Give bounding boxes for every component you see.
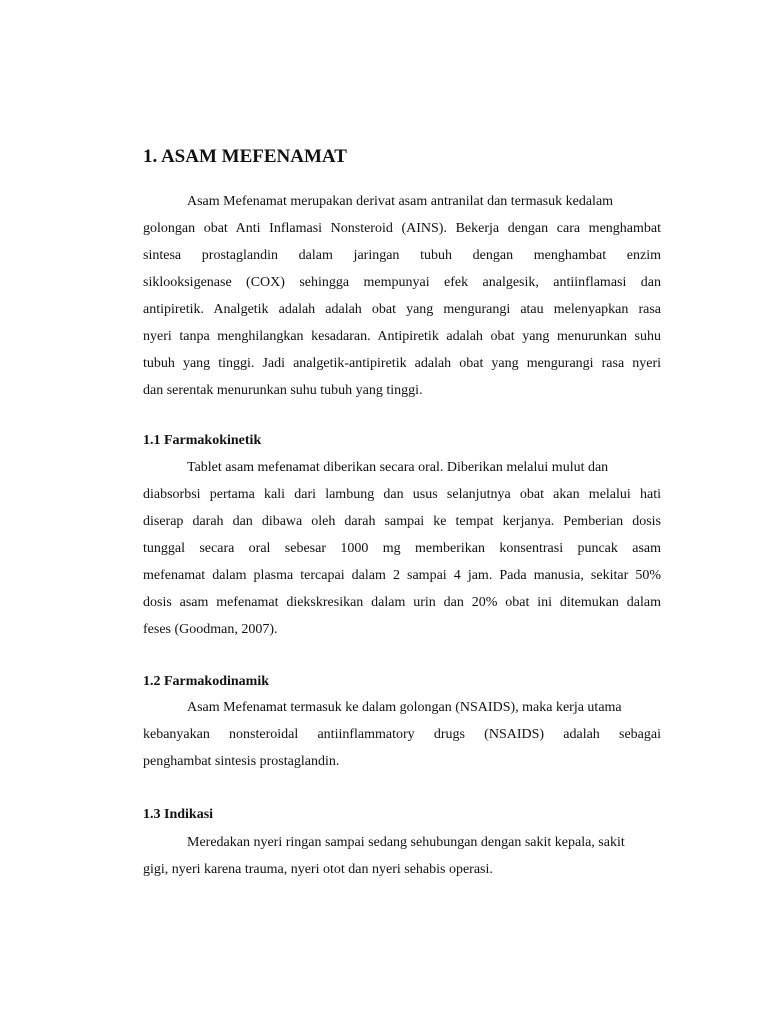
- farmakokinetik-paragraph: [143, 454, 661, 643]
- paragraph-line: Asam Mefenamat termasuk ke dalam golongan (NSAIDS), maka kerja utama: [187, 700, 622, 715]
- paragraph-line: diabsorbsi pertama kali dari lambung dan usus selanjutnya obat akan melalui hati: [143, 487, 661, 502]
- paragraph-line: Tablet asam mefenamat diberikan secara oral. Diberikan melalui mulut dan: [187, 460, 609, 475]
- paragraph-line: diserap darah dan dibawa oleh darah sampai ke tempat kerjanya. Pemberian dosis: [143, 514, 661, 529]
- paragraph-line: tubuh yang tinggi. Jadi analgetik-antipiretik adalah obat yang mengurangi rasa nyeri: [143, 356, 661, 371]
- page-title: 1. ASAM MEFENAMAT: [143, 146, 347, 167]
- paragraph-line: nyeri tanpa menghilangkan kesadaran. Antipiretik adalah obat yang menurunkan suhu: [143, 329, 661, 344]
- paragraph-line: sintesa prostaglandin dalam jaringan tubuh dengan menghambat enzim: [143, 248, 661, 263]
- paragraph-line: dan serentak menurunkan suhu tubuh yang tinggi.: [143, 383, 423, 398]
- paragraph-line: siklooksigenase (COX) sehingga mempunyai efek analgesik, antiinflamasi dan: [143, 275, 661, 290]
- indikasi-paragraph: [143, 829, 661, 883]
- section-heading-farmakokinetik: 1.1 Farmakokinetik: [143, 433, 262, 448]
- paragraph-line: feses (Goodman, 2007).: [143, 622, 278, 637]
- paragraph-line: kebanyakan nonsteroidal antiinflammatory drugs (NSAIDS) adalah sebagai: [143, 727, 661, 742]
- paragraph-line: dosis asam mefenamat diekskresikan dalam urin dan 20% obat ini ditemukan dalam: [143, 595, 661, 610]
- intro-paragraph: [143, 188, 661, 404]
- section-heading-indikasi: 1.3 Indikasi: [143, 807, 214, 822]
- paragraph-line: tunggal secara oral sebesar 1000 mg memberikan konsentrasi puncak asam: [143, 541, 661, 556]
- paragraph-line: Asam Mefenamat merupakan derivat asam antranilat dan termasuk kedalam: [187, 194, 614, 209]
- paragraph-line: mefenamat dalam plasma tercapai dalam 2 sampai 4 jam. Pada manusia, sekitar 50%: [143, 568, 661, 583]
- paragraph-line: Meredakan nyeri ringan sampai sedang sehubungan dengan sakit kepala, sakit: [187, 835, 625, 850]
- section-heading-farmakodinamik: 1.2 Farmakodinamik: [143, 674, 270, 689]
- paragraph-line: penghambat sintesis prostaglandin.: [143, 754, 340, 769]
- paragraph-line: antipiretik. Analgetik adalah adalah obat yang mengurangi atau melenyapkan rasa: [143, 302, 661, 317]
- paragraph-line: golongan obat Anti Inflamasi Nonsteroid (AINS). Bekerja dengan cara menghambat: [143, 221, 661, 236]
- paragraph-line: gigi, nyeri karena trauma, nyeri otot dan nyeri sehabis operasi.: [143, 862, 493, 877]
- farmakodinamik-paragraph: [143, 694, 661, 775]
